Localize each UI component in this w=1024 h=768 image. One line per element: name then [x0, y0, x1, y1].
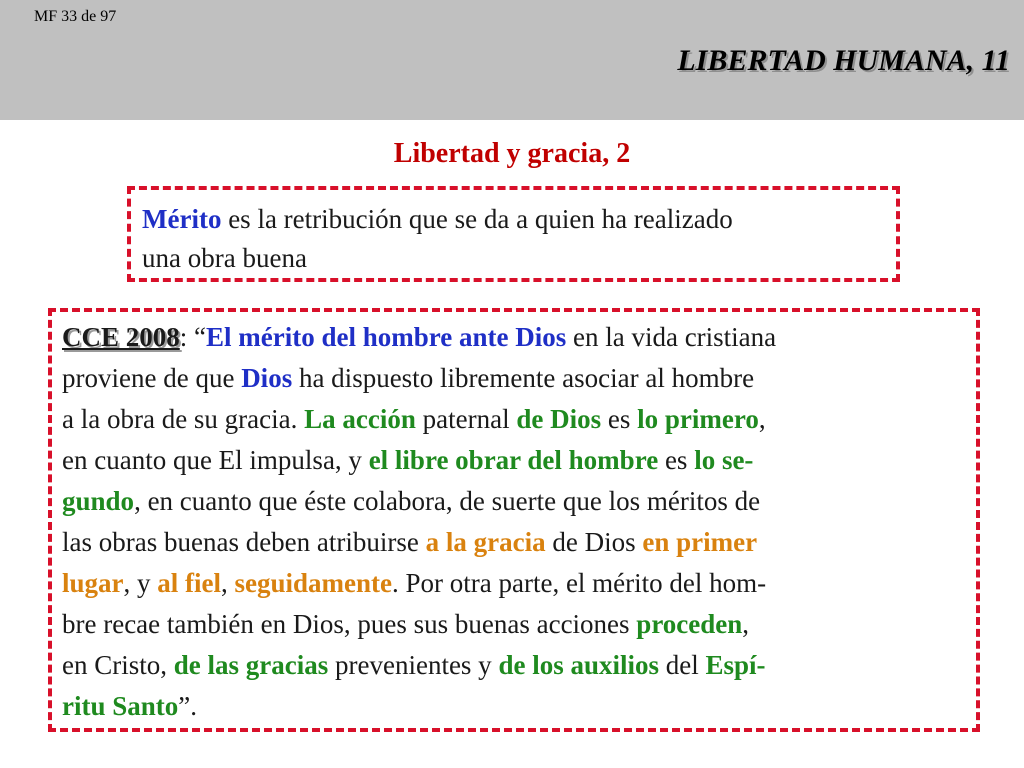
text-span: paternal: [415, 404, 517, 434]
text-span: de Dios: [545, 527, 643, 557]
quote-line: [62, 522, 970, 563]
text-span: a la obra de su gracia.: [62, 404, 305, 434]
quote-line: [62, 358, 970, 399]
highlight-green: de las gracias: [173, 650, 329, 680]
slide-title: LIBERTAD HUMANA, 11: [677, 44, 1010, 77]
quote-line: [62, 317, 970, 358]
text-span: ”.: [178, 691, 198, 721]
text-span: , en cuanto que éste colabora, de suerte que los méritos de: [134, 486, 761, 516]
section-subtitle: Libertad y gracia, 2: [393, 138, 631, 169]
text-span: . Por otra parte, el mérito del hom-: [392, 568, 767, 598]
text-span: ha dispuesto libremente asociar al hombre: [292, 363, 755, 393]
text-span: bre recae también en Dios, pues sus buenas acciones: [62, 609, 637, 639]
highlight-green: el libre obrar del hombre: [368, 445, 659, 475]
highlight-green: de Dios: [516, 404, 602, 434]
definition-text: [142, 200, 890, 278]
text-span: proviene de que: [62, 363, 242, 393]
highlight-blue: Dios: [241, 363, 293, 393]
quote-text: [62, 317, 970, 727]
highlight-green: gundo: [62, 486, 135, 516]
quote-line: [62, 399, 970, 440]
quote-line: [62, 481, 970, 522]
quote-line: [62, 563, 970, 604]
highlight-orange: al fiel: [157, 568, 221, 598]
definition-line: [142, 200, 890, 239]
text-span: en la vida cristiana: [566, 322, 777, 352]
definition-box: [127, 186, 900, 282]
definition-line: una obra buena: [142, 243, 307, 273]
text-span: del: [658, 650, 706, 680]
quote-line: [62, 604, 970, 645]
text-span: prevenientes y: [328, 650, 499, 680]
highlight-green: de los auxilios: [498, 650, 659, 680]
quote-box: [48, 308, 980, 732]
text-span: es: [658, 445, 695, 475]
text-span: ,: [742, 609, 750, 639]
text-span: es: [601, 404, 638, 434]
text-span: en cuanto que El impulsa, y: [62, 445, 369, 475]
quote-line: [62, 440, 970, 481]
text-span: ,: [758, 404, 766, 434]
text-span: , y: [123, 568, 158, 598]
definition-rest: es la retribución que se da a quien ha realizado: [221, 204, 733, 234]
highlight-green: Espí-: [705, 650, 766, 680]
text-span: : “: [179, 322, 207, 352]
term-merito: Mérito: [142, 204, 222, 234]
highlight-orange: en primer: [642, 527, 758, 557]
text-span: las obras buenas deben atribuirse: [62, 527, 426, 557]
highlight-orange: a la gracia: [425, 527, 546, 557]
highlight-green: proceden: [636, 609, 743, 639]
highlight-blue: El mérito del hombre ante Dios: [206, 322, 567, 352]
header-bar: [0, 0, 1024, 120]
highlight-orange: lugar: [62, 568, 124, 598]
highlight-orange: seguidamente: [234, 568, 392, 598]
quote-line: [62, 686, 970, 727]
text-span: en Cristo,: [62, 650, 174, 680]
citation-ref: CCE 2008: [62, 322, 180, 352]
quote-line: [62, 645, 970, 686]
page-counter: MF 33 de 97: [34, 8, 117, 25]
highlight-green: lo se-: [694, 445, 754, 475]
highlight-green: La acción: [304, 404, 416, 434]
highlight-green: ritu Santo: [62, 691, 179, 721]
text-span: ,: [221, 568, 235, 598]
highlight-green: lo primero: [637, 404, 759, 434]
